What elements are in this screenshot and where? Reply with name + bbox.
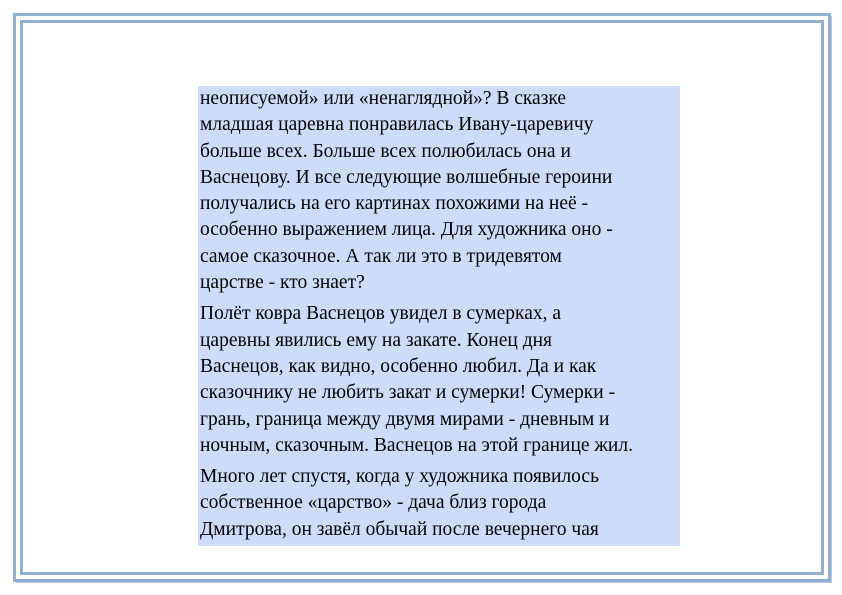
text-line: ночным, сказочным. Васнецов на этой границе жил. [200,434,633,456]
text-line: особенно выражением лица. Для художника оно - [200,219,613,241]
text-line: неописуемой» или «ненаглядной»? В сказке [200,88,567,109]
paragraph-2 [198,301,680,459]
text-line: сказочнику не любить закат и сумерки! Сумерки - [200,382,616,404]
text-box [198,86,680,546]
text-line: Полёт ковра Васнецов увидел в сумерках, а [200,303,562,325]
text-line: Васнецову. И все следующие волшебные героини [200,166,613,188]
paragraph-1 [198,86,680,296]
text-line: больше всех. Больше всех полюбилась она и [200,140,571,162]
text-line: Дмитрова, он завёл обычай после вечернего чая [200,518,599,540]
text-line: царевны явились ему на закате. Конец дня [200,329,553,351]
text-line: грань, граница между двумя мирами - дневным и [200,408,610,430]
text-line: младшая царевна понравилась Ивану-царевичу [200,114,594,136]
text-line: царстве - кто знает? [200,272,365,294]
text-line: получались на его картинах похожими на неё - [200,193,589,215]
text-line: Много лет спустя, когда у художника появилось [200,466,599,488]
text-line: самое сказочное. А так ли это в тридевятом [200,245,562,267]
text-line: собственное «царство» - дача близ города [200,492,547,514]
text-line: Васнецов, как видно, особенно любил. Да и как [200,355,597,377]
paragraph-3 [198,464,680,543]
